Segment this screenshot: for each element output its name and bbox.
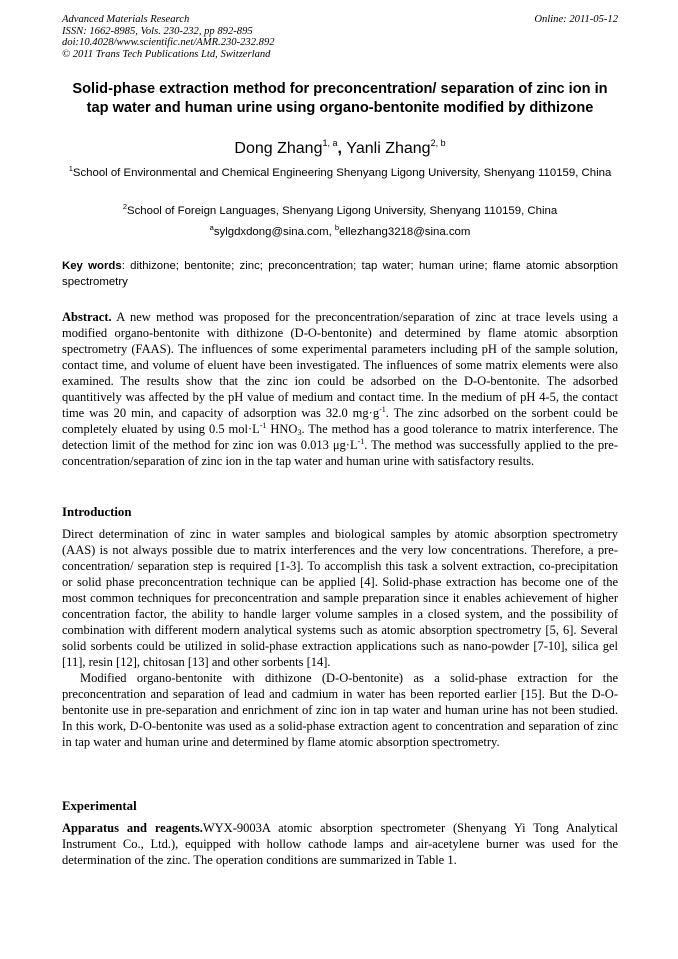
email-address: sylgdxdong@sina.com,	[213, 226, 335, 238]
journal-name: Advanced Materials Research	[62, 14, 190, 25]
affiliation-marker: 2	[122, 202, 127, 211]
abstract-text: . The zinc adsorbed on the sorbent could be completely eluated by using 0.5 mol·L	[62, 406, 618, 436]
affiliation-text: School of Environmental and Chemical Engineering Shenyang Ligong University, Shenyang 110159, China	[72, 167, 612, 179]
introduction-body	[62, 526, 618, 750]
paragraph: Modified organo-bentonite with dithizone (D-O-bentonite) as a solid-phase extraction for the preconcentration and separation of lead and cadmium in water has been reported earlier [15]. But the D-O-bentonite use in pre-separation and enrichment of zinc ion in tap water and human urine has not been studied. In this work, D-O-bentonite was used as a solid-phase extraction agent to concentration and separation of zinc in tap water and human urine and determined by flame atomic absorption spectrometry.	[62, 671, 618, 749]
keywords-label: Key words	[62, 260, 122, 272]
author-name: Yanli Zhang	[346, 140, 431, 157]
experimental-body	[62, 820, 618, 868]
email-address: ellezhang3218@sina.com	[339, 226, 471, 238]
author-list	[62, 139, 618, 159]
paragraph: Direct determination of zinc in water samples and biological samples by atomic absorption spectrometry (AAS) is not always possible due to matrix interferences and the very low concentrations. Therefore, a pre-concentration/ separation step is required [1-3]. To accomplish this task a solvent extraction, co-precipitation or solid phase preconcentration technique can be applied [4]. Solid-phase extraction has become one of the most common techniques for preconcentration and sample preparation since it enables achievement of higher concentration factor, the ability to handle larger volume samples in a closed system, and the possibility of combination with different modern analytical systems such as atomic absorption spectrometry [5, 6]. Several solid sorbents could be utilized in solid-phase extraction applications such as nano-powder [7-10], silica gel [11], resin [12], chitosan [13] and other sorbents [14].	[62, 527, 618, 669]
author-marker: 1, a	[322, 138, 338, 148]
abstract-sub: 3	[297, 428, 302, 437]
abstract	[62, 309, 618, 469]
abstract-label: Abstract.	[62, 310, 112, 324]
paper-title: Solid-phase extraction method for preconcentration/ separation of zinc ion in tap water and human urine using organo-bentonite modified by dithizone	[72, 81, 608, 116]
abstract-text: HNO	[266, 422, 298, 436]
online-date: Online: 2011-05-12	[534, 14, 618, 25]
copyright-line: © 2011 Trans Tech Publications Ltd, Switzerland	[62, 48, 271, 60]
keywords	[62, 258, 618, 290]
journal-header	[62, 14, 618, 60]
paragraph: WYX-9003A atomic absorption spectrometer (Shenyang Yi Tong Analytical Instrument Co., Ltd.), equipped with hollow cathode lamps and air-acetylene burner was used for the determination of the zinc. The operation conditions are summarized in Table 1.	[62, 821, 619, 867]
abstract-sup: -1	[379, 405, 386, 414]
email-marker: b	[334, 223, 340, 232]
doi-line: doi:10.4028/www.scientific.net/AMR.230-232.892	[62, 37, 275, 49]
abstract-text: . The method was successfully applied to the pre-concentration/separation of zinc ion in the tap water and human urine with satisfactory results.	[62, 438, 618, 468]
affiliation-marker: 1	[68, 164, 73, 173]
abstract-text: A new method was proposed for the preconcentration/separation of zinc at trace levels using a modified organo-bentonite with dithizone (D-O-bentonite) and determined by flame atomic absorption spectrometry (FAAS). The influences of some experimental parameters including pH of the sample solution, contact time, and volume of eluent have been investigated. The influences of some matrix elements were also examined. The results show that the zinc ion could be adsorbed on the D-O-bentonite. The adsorbed quantitively was affected by the pH value of medium and contact time. In the medium of pH 4-5, the contact time was 20 min, and capacity of adsorption was 32.0 mg·g	[62, 310, 618, 420]
author-separator: ,	[337, 140, 347, 157]
abstract-sup: -1	[259, 421, 267, 430]
affiliation-2	[62, 203, 618, 220]
abstract-text: . The method has a good tolerance to matrix interference. The detection limit of the method for zinc ion was 0.013 μg·L	[62, 422, 618, 452]
author-marker: 2, b	[430, 138, 446, 148]
issn-line: ISSN: 1662-8985, Vols. 230-232, pp 892-895	[62, 25, 253, 37]
keywords-text: : dithizone; bentonite; zinc; preconcentration; tap water; human urine; flame atomic absorption spectrometry	[62, 260, 619, 288]
email-line	[62, 224, 618, 241]
introduction-heading: Introduction	[62, 505, 132, 519]
experimental-heading: Experimental	[62, 799, 137, 813]
subsection-label: Apparatus and reagents.	[62, 821, 203, 835]
author-name: Dong Zhang	[234, 140, 323, 157]
affiliation-1	[62, 165, 618, 182]
affiliation-text: School of Foreign Languages, Shenyang Ligong University, Shenyang 110159, China	[126, 205, 558, 217]
abstract-sup: -1	[357, 437, 365, 446]
email-marker: a	[209, 223, 214, 232]
